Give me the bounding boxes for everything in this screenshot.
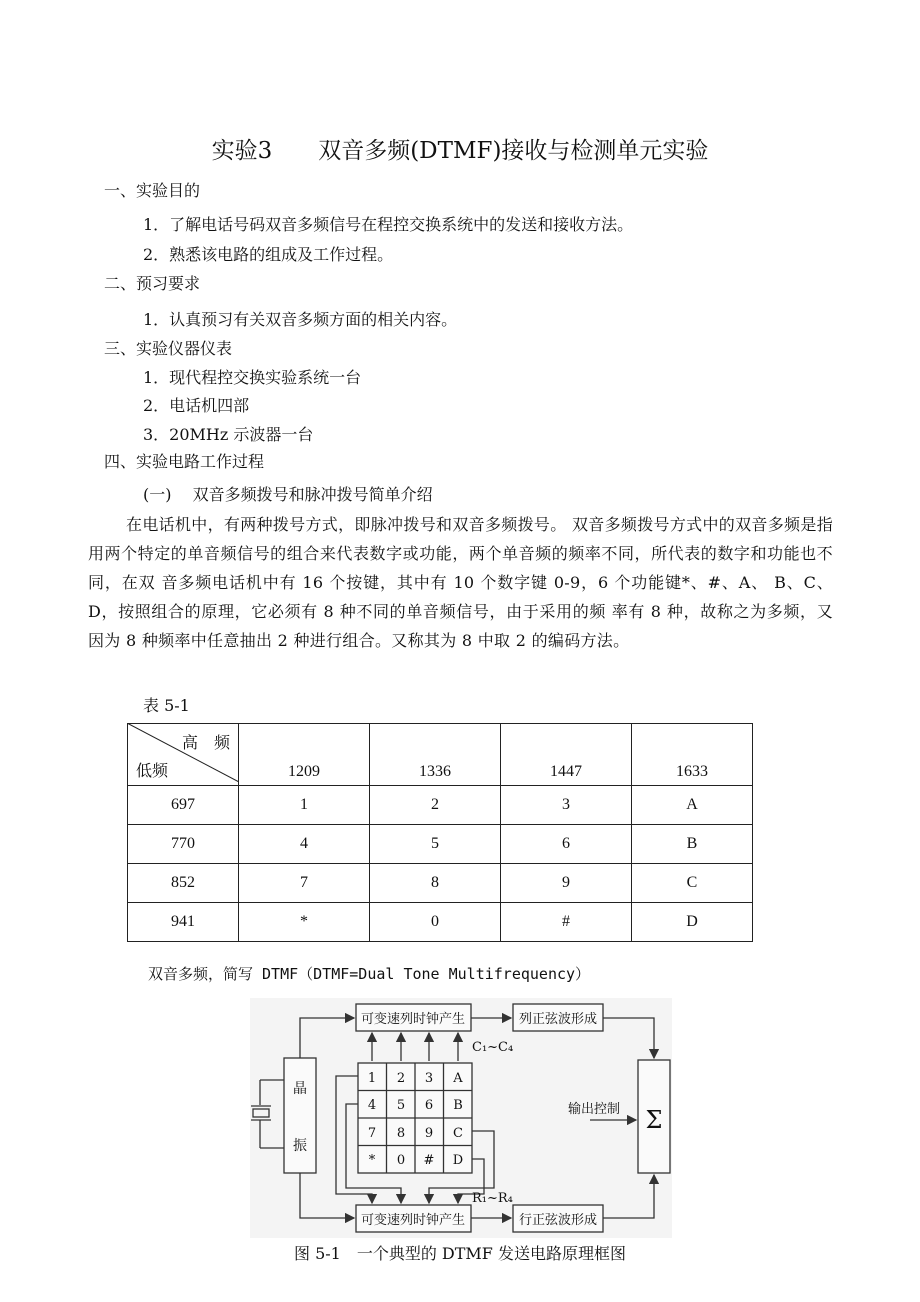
dtmf-definition-note: 双音多频，简写 DTMF（DTMF=Dual Tone Multifrequency） <box>148 965 591 983</box>
section-heading-instruments: 三、实验仪器仪表 <box>104 339 233 358</box>
key-cell: 2 <box>370 786 501 825</box>
keypad-key: 7 <box>367 1126 377 1141</box>
high-freq-1633: 1633 <box>632 724 753 786</box>
table-row <box>128 825 753 864</box>
preview-item-1: 1．认真预习有关双音多频方面的相关内容。 <box>143 310 458 329</box>
keypad-key: 8 <box>396 1126 406 1141</box>
key-cell: 1 <box>239 786 370 825</box>
key-cell: 3 <box>501 786 632 825</box>
key-cell: 9 <box>501 864 632 903</box>
row-sine-label: 行正弦波形成 <box>518 1213 598 1228</box>
c-lines-label: C₁~C₄ <box>472 1040 514 1055</box>
key-cell: D <box>632 903 753 942</box>
section-heading-circuit: 四、实验电路工作过程 <box>104 452 265 471</box>
intro-paragraph: 在电话机中，有两种拨号方式，即脉冲拨号和双音多频拨号。 双音多频拨号方式中的双音多频是指用两个特定的单音频信号的组合来代表数字或功能，两个单音频的频率不同，所代表的数字和功能也不同，在双 音多频电话机中有 16 个按键，其中有 10 个数字键 0-9，6 个功能键*、#、A、 B、C、D，按照组合的原理，它必须有 8 种不同的单音频信号，由于采用的频 率有 8 种，故称之为多频，又因为 8 种频率中任意抽出 2 种进行组合。又称其为 8 中取 2 的编码方法。 <box>88 515 833 650</box>
table-corner-cell <box>128 724 239 786</box>
table-caption: 表 5-1 <box>143 696 190 715</box>
key-cell: 0 <box>370 903 501 942</box>
sum-symbol: Σ <box>645 1106 663 1134</box>
keypad-key: 6 <box>424 1098 434 1113</box>
bottom-clock-label: 可变速列时钟产生 <box>360 1213 466 1228</box>
keypad-key: 1 <box>367 1071 377 1086</box>
corner-low-label: 低频 <box>136 763 169 780</box>
keypad-key: * <box>368 1153 376 1168</box>
instrument-item-1: 1．现代程控交换实验系统一台 <box>143 368 362 387</box>
key-cell: 8 <box>370 864 501 903</box>
low-freq-cell: 770 <box>128 825 239 864</box>
page-title: 实验3 双音多频(DTMF)接收与检测单元实验 <box>211 138 709 164</box>
key-cell: * <box>239 903 370 942</box>
keypad-key: A <box>453 1071 463 1086</box>
keypad-key: C <box>453 1126 463 1141</box>
dtmf-block-diagram <box>250 998 672 1238</box>
r-lines-label: R₁~R₄ <box>472 1191 513 1206</box>
key-cell: 6 <box>501 825 632 864</box>
figure-caption: 图 5-1 一个典型的 DTMF 发送电路原理框图 <box>293 1244 626 1263</box>
keypad-key: # <box>423 1153 435 1168</box>
dtmf-frequency-table <box>127 723 753 942</box>
keypad-key: D <box>452 1153 464 1168</box>
key-cell: # <box>501 903 632 942</box>
crystal-label-1: 晶 <box>293 1081 307 1097</box>
keypad-key: 2 <box>396 1071 406 1086</box>
keypad-key: B <box>453 1098 463 1113</box>
instrument-item-2: 2．电话机四部 <box>143 396 250 415</box>
high-freq-1336: 1336 <box>370 724 501 786</box>
section-heading-purpose: 一、实验目的 <box>104 181 201 200</box>
key-cell: 5 <box>370 825 501 864</box>
table-header-row <box>128 724 753 786</box>
low-freq-cell: 852 <box>128 864 239 903</box>
low-freq-cell: 697 <box>128 786 239 825</box>
key-cell: 4 <box>239 825 370 864</box>
table-row <box>128 903 753 942</box>
table-row <box>128 864 753 903</box>
section-heading-preview: 二、预习要求 <box>104 274 201 293</box>
high-freq-1209: 1209 <box>239 724 370 786</box>
subsection-heading: (一) 双音多频拨号和脉冲拨号简单介绍 <box>143 485 433 504</box>
crystal-element-icon <box>253 1109 269 1117</box>
keypad-key: 9 <box>424 1126 434 1141</box>
oscillator-box <box>284 1058 316 1173</box>
column-sine-label: 列正弦波形成 <box>518 1012 598 1027</box>
instrument-item-3: 3．20MHz 示波器一台 <box>143 425 314 444</box>
purpose-item-2: 2．熟悉该电路的组成及工作过程。 <box>143 245 394 264</box>
key-cell: 7 <box>239 864 370 903</box>
keypad-key: 3 <box>424 1071 434 1086</box>
table-row <box>128 786 753 825</box>
high-freq-1447: 1447 <box>501 724 632 786</box>
top-clock-label: 可变速列时钟产生 <box>360 1012 466 1027</box>
keypad-key: 0 <box>396 1153 406 1168</box>
low-freq-cell: 941 <box>128 903 239 942</box>
output-control-label: 输出控制 <box>568 1102 621 1117</box>
keypad-key: 5 <box>396 1098 406 1113</box>
key-cell: B <box>632 825 753 864</box>
key-cell: A <box>632 786 753 825</box>
purpose-item-1: 1．了解电话号码双音多频信号在程控交换系统中的发送和接收方法。 <box>143 215 634 234</box>
keypad-key: 4 <box>367 1098 377 1113</box>
corner-high-label: 高 频 <box>182 735 231 752</box>
crystal-label-2: 振 <box>293 1138 307 1154</box>
key-cell: C <box>632 864 753 903</box>
